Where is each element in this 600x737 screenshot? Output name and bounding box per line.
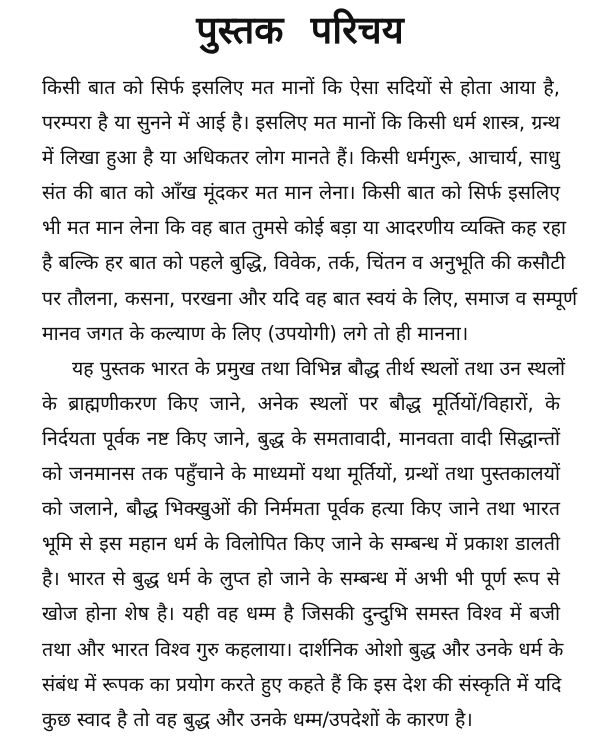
paragraph-2-line: तथा और भारत विश्व गुरु कहलाया। दार्शनिक ओशो बुद्ध और उनके धर्म के xyxy=(42,637,564,661)
paragraph-1-line: परम्परा है या सुनने में आई है। इसलिए मत मानों कि किसी धर्म शास्त्र, ग्रन्थ xyxy=(42,111,560,135)
paragraph-2-line: यह पुस्तक भारत के प्रमुख तथा विभिन्न बौद्ध तीर्थ स्थलों तथा उन स्थलों xyxy=(72,356,566,380)
paragraph-1-line: किसी बात को सिर्फ इसलिए मत मानों कि ऐसा सदियों से होता आया है, xyxy=(42,76,560,99)
paragraph-1-line: है बल्कि हर बात को पहले बुद्धि, विवेक, तर्क, चिंतन व अनुभूति की कसौटी xyxy=(42,251,566,275)
paragraph-1-line: मानव जगत के कल्याण के लिए (उपयोगी) लगे तो ही मानना। xyxy=(42,321,469,345)
paragraph-1-line: संत की बात को आँख मूंदकर मत मान लेना। किसी बात को सिर्फ इसलिए xyxy=(42,181,560,205)
page-title: पुस्तक परिचय xyxy=(196,8,404,52)
paragraph-2-line: संबंध में रूपक का प्रयोग करते हुए कहते हैं कि इस देश की संस्कृति में यदि xyxy=(42,672,562,696)
paragraph-2-line: को जनमानस तक पहुँचाने के माध्यमों यथा मूर्तियों, ग्रन्थों तथा पुस्तकालयों xyxy=(42,462,560,486)
paragraph-2-line: कुछ स्वाद है तो वह बुद्ध और उनके धम्म/उपदेशों के कारण है। xyxy=(42,707,473,731)
paragraph-1-line: भी मत मान लेना कि वह बात तुमसे कोई बड़ा या आदरणीय व्यक्ति कह रहा xyxy=(42,216,567,240)
paragraph-1-line: में लिखा हुआ है या अधिकतर लोग मानते हैं। किसी धर्मगुरू, आचार्य, साधु xyxy=(42,146,560,170)
paragraph-2-line: खोज होना शेष है। यही वह धम्म है जिसकी दुन्दुभि समस्त विश्व में बजी xyxy=(42,602,560,626)
paragraph-2-line: को जलाने, बौद्ध भिक्खुओं की निर्ममता पूर्वक हत्या किए जाने तथा भारत xyxy=(42,497,560,521)
paragraph-2-line: भूमि से इस महान धर्म के विलोपित किए जाने के सम्बन्ध में प्रकाश डालती xyxy=(42,532,560,556)
paragraph-1-line: पर तौलना, कसना, परखना और यदि वह बात स्वयं के लिए, समाज व सम्पूर्ण xyxy=(42,286,578,310)
paragraph-2-line: के ब्राह्मणीकरण किए जाने, अनेक स्थलों पर बौद्ध मूर्तियों/विहारों, के xyxy=(42,391,560,415)
paragraph-2-line: निर्दयता पूर्वक नष्ट किए जाने, बुद्ध के समतावादी, मानवता वादी सिद्धान्तों xyxy=(42,426,560,450)
document-body xyxy=(42,70,578,737)
paragraph-2-line: है। भारत से बुद्ध धर्म के लुप्त हो जाने के सम्बन्ध में अभी भी पूर्ण रूप से xyxy=(42,567,560,591)
